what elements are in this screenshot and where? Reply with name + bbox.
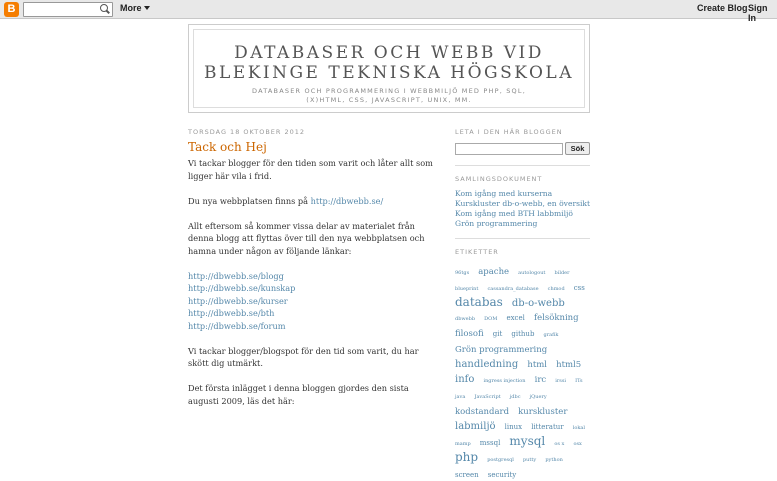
tag-link[interactable]: filosofi xyxy=(455,329,484,339)
tag-link[interactable]: osx xyxy=(573,441,582,447)
tag-link[interactable]: felsökning xyxy=(533,313,579,323)
tag-link[interactable]: labmiljö xyxy=(455,421,496,432)
tag-link[interactable]: JavaScript xyxy=(474,394,501,400)
blog-header-inner xyxy=(193,29,585,108)
search-icon[interactable] xyxy=(98,3,112,16)
blog-title[interactable] xyxy=(194,43,584,83)
docs-list xyxy=(455,189,590,229)
tag-link[interactable]: postgresql xyxy=(487,457,514,463)
tag-link[interactable]: cassandra_database xyxy=(487,286,539,292)
more-label: More xyxy=(120,3,142,13)
tag-link[interactable]: dbwebb xyxy=(455,316,476,322)
tag-link[interactable]: excel xyxy=(506,314,525,322)
blogger-navbar xyxy=(0,0,777,23)
tag-cloud xyxy=(455,263,590,481)
tag-link[interactable]: python xyxy=(545,457,563,463)
tag-link[interactable]: jQuery xyxy=(529,394,547,400)
tag-link[interactable]: db-o-webb xyxy=(511,298,565,309)
tag-link[interactable]: mysql xyxy=(509,434,546,448)
docs-link[interactable]: Kom igång med BTH labbmiljö xyxy=(455,209,573,218)
tag-link[interactable]: css xyxy=(573,284,585,292)
post-link[interactable]: http://dbwebb.se/kurser xyxy=(188,295,288,306)
tag-link[interactable]: grafik xyxy=(543,332,559,338)
tag-link[interactable]: lokal xyxy=(572,425,585,431)
tag-link[interactable]: php xyxy=(455,450,479,464)
divider xyxy=(455,238,590,239)
blog-search-input[interactable] xyxy=(455,143,563,155)
tag-link[interactable]: security xyxy=(487,471,517,479)
tag-link[interactable]: info xyxy=(455,374,475,385)
tag-link[interactable]: git xyxy=(492,330,503,338)
tag-link[interactable]: DOM xyxy=(484,316,498,322)
tag-link[interactable]: kurskluster xyxy=(518,407,568,417)
tag-link[interactable]: github xyxy=(511,330,535,338)
more-menu-button[interactable] xyxy=(120,3,150,13)
docs-link[interactable]: Kurskluster db-o-webb, en översikt xyxy=(455,199,591,208)
tag-link[interactable]: screen xyxy=(455,471,479,479)
post-title[interactable]: Tack och Hej xyxy=(188,140,267,154)
create-blog-link[interactable]: Create Blog xyxy=(697,3,748,13)
post-link[interactable]: http://dbwebb.se/blogg xyxy=(188,270,284,281)
tag-link[interactable]: mssql xyxy=(479,439,501,447)
tag-link[interactable]: html5 xyxy=(556,360,582,370)
tag-link[interactable]: irc xyxy=(534,375,547,385)
sidebar xyxy=(455,128,590,481)
blog-title-line1[interactable]: DATABASER OCH WEBB VID xyxy=(234,43,544,63)
post-paragraph-newsite xyxy=(188,195,440,208)
tag-link[interactable]: databas xyxy=(455,295,503,309)
post-link[interactable]: http://dbwebb.se/forum xyxy=(188,320,286,331)
tag-link[interactable]: 96tgs xyxy=(455,270,470,276)
docs-link[interactable]: Kom igång med kurserna xyxy=(455,189,553,198)
post-paragraph: Vi tackar blogger/blogspot för den tid som varit, du har skött dig utmärkt. xyxy=(188,345,419,368)
tag-link[interactable]: litteratur xyxy=(531,423,564,431)
blogger-logo-icon[interactable]: B xyxy=(4,2,19,17)
tags-heading: ETIKETTER xyxy=(455,248,499,256)
divider xyxy=(455,165,590,166)
blog-search-button[interactable]: Sök xyxy=(565,142,590,155)
blog-description: DATABASER OCH PROGRAMMERING I WEBBMILJÖ MED PHP, SQL, (X)HTML, CSS, JAVASCRIPT, UNIX, MM. xyxy=(252,87,526,104)
tag-link[interactable]: autologout xyxy=(518,270,546,276)
post-link-list xyxy=(188,270,440,333)
post-link[interactable]: http://dbwebb.se/bth xyxy=(188,308,275,318)
post-paragraph: Det första inlägget i denna bloggen gjordes den sista augusti 2009, läs det här: xyxy=(188,383,409,406)
post-paragraph: Vi tackar blogger för den tiden som varit och låter allt som ligger här vila i frid. xyxy=(188,158,433,181)
blog-search xyxy=(455,143,590,156)
tag-link[interactable]: ITs xyxy=(575,378,583,384)
blog-title-line2[interactable]: BLEKINGE TEKNISKA HÖGSKOLA xyxy=(204,63,574,83)
tag-link[interactable]: bilder xyxy=(554,270,570,276)
tag-link[interactable]: ingress injection xyxy=(483,378,526,384)
tag-link[interactable]: apache xyxy=(478,267,510,277)
search-heading: LETA I DEN HÄR BLOGGEN xyxy=(455,128,563,136)
dbwebb-link[interactable]: http://dbwebb.se/ xyxy=(310,195,384,206)
chevron-down-icon xyxy=(144,6,150,10)
docs-heading: SAMLINGSDOKUMENT xyxy=(455,175,543,183)
tag-link[interactable]: Grön programmering xyxy=(455,345,548,355)
post-body xyxy=(188,157,440,420)
tag-link[interactable]: handledning xyxy=(455,359,519,370)
tag-link[interactable]: putty xyxy=(522,457,537,463)
sign-in-link[interactable]: Sign In xyxy=(748,3,768,23)
tag-link[interactable]: kodstandard xyxy=(455,407,510,417)
post-date: TORSDAG 18 OKTOBER 2012 xyxy=(188,128,306,136)
tag-link[interactable]: chmod xyxy=(547,286,565,292)
tag-link[interactable]: irssi xyxy=(555,378,566,384)
post-paragraph: Allt eftersom så kommer vissa delar av materialet från denna blogg att flyttas över till den nya webbplatsen och hamna under någon av följande länkar: xyxy=(188,220,425,256)
post-text: Du nya webbplatsen finns på xyxy=(188,195,311,206)
docs-link[interactable]: Grön programmering xyxy=(455,219,538,228)
tag-link[interactable]: java xyxy=(455,394,466,400)
tag-link[interactable]: jdbc xyxy=(509,394,521,400)
post-link[interactable]: http://dbwebb.se/kunskap xyxy=(188,283,296,293)
tag-link[interactable]: os x xyxy=(554,441,565,447)
tag-link[interactable]: html xyxy=(527,360,548,370)
blog-header xyxy=(188,24,590,113)
tag-link[interactable]: linux xyxy=(504,423,523,431)
tag-link[interactable]: blueprint xyxy=(455,286,479,292)
tag-link[interactable]: mamp xyxy=(455,441,471,447)
